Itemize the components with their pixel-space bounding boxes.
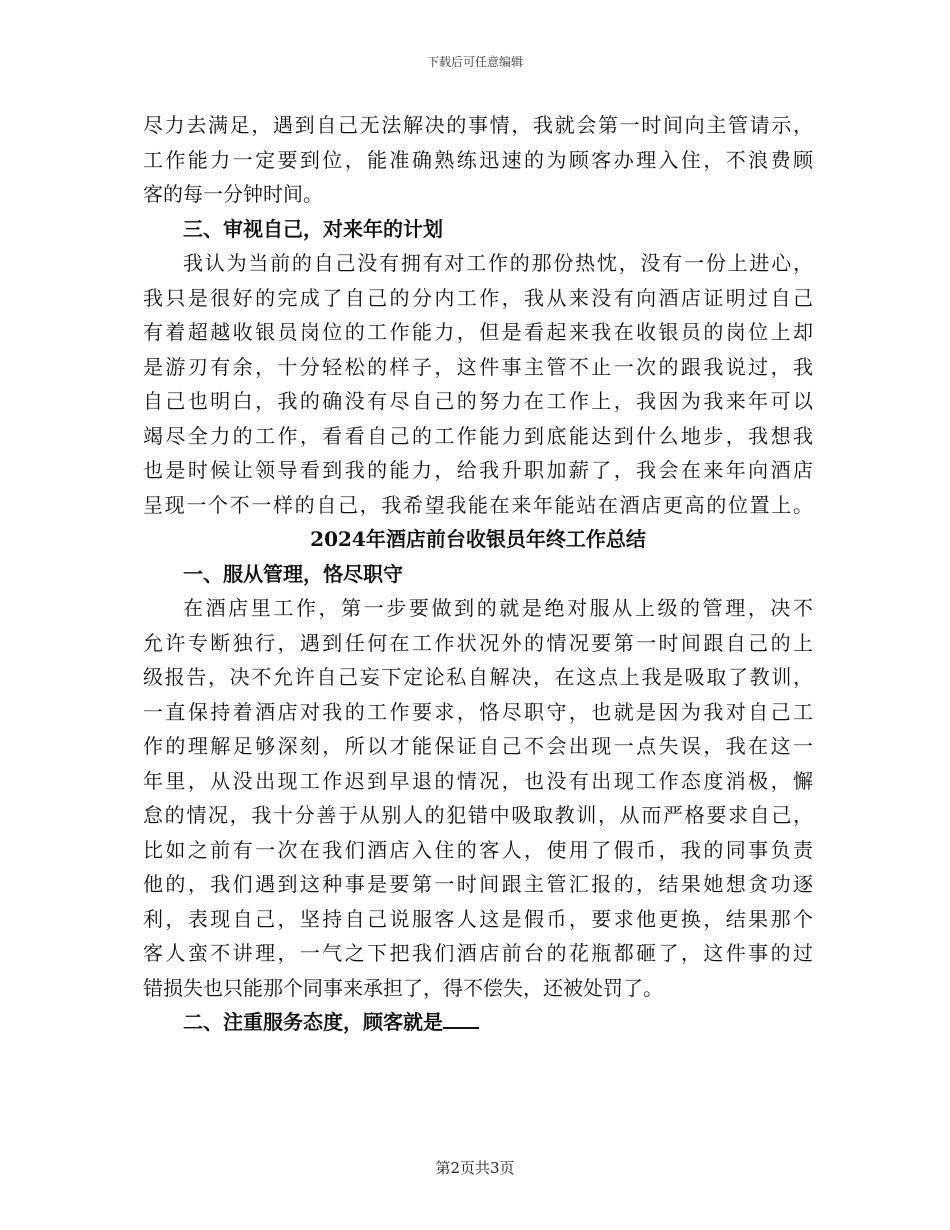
section-heading-2 xyxy=(143,1005,813,1040)
section-heading-2-text: 二、注重服务态度，顾客就是 xyxy=(183,1010,443,1034)
paragraph-line: 呈现一个不一样的自己，我希望我能在来年能站在酒店更高的位置上。 xyxy=(143,492,813,517)
paragraph-line: 也是时候让领导看到我的能力，给我升职加薪了，我会在来年向酒店 xyxy=(143,458,813,482)
paragraph-line: 我只是很好的完成了自己的分内工作，我从来没有向酒店证明过自己 xyxy=(143,285,813,310)
paragraph-line: 客的每一分钟时间。 xyxy=(143,182,323,206)
page-number: 第2页共3页 xyxy=(435,1159,515,1177)
paragraph-line: 他的，我们遇到这种事是要第一时间跟主管汇报的，结果她想贪功逐 xyxy=(143,872,813,896)
paragraph-line: 我认为当前的自己没有拥有对工作的那份热忱，没有一份上进心， xyxy=(183,251,813,275)
paragraph-line: 作的理解足够深刻，所以才能保证自己不会出现一点失误，我在这一 xyxy=(143,734,813,758)
document-title: 2024年酒店前台收银员年终工作总结 xyxy=(310,527,646,551)
paragraph-line: 自己也明白，我的确没有尽自己的努力在工作上，我因为我来年可以 xyxy=(143,389,813,413)
paragraph-line: 级报告，决不允许自己妄下定论私自解决，在这点上我是吸取了教训， xyxy=(143,665,813,689)
paragraph-line: 错损失也只能那个同事来承担了，得不偿失，还被处罚了。 xyxy=(143,975,663,1000)
fill-blank xyxy=(443,1005,479,1029)
paragraph-line: 有着超越收银员岗位的工作能力，但是看起来我在收银员的岗位上却 xyxy=(143,320,813,344)
paragraph-line: 允许专断独行，遇到任何在工作状况外的情况要第一时间跟自己的上 xyxy=(143,630,813,655)
section-heading-3: 三、审视自己，对来年的计划 xyxy=(183,216,443,241)
paragraph-line: 利，表现自己，坚持自己说服客人这是假币，要求他更换，结果那个 xyxy=(143,906,813,931)
paragraph-line: 尽力去满足，遇到自己无法解决的事情，我就会第一时间向主管请示， xyxy=(143,113,813,137)
paragraph-line: 是游刃有余，十分轻松的样子，这件事主管不止一次的跟我说过，我 xyxy=(143,354,813,379)
paragraph-line: 客人蛮不讲理，一气之下把我们酒店前台的花瓶都砸了，这件事的过 xyxy=(143,941,813,965)
paragraph-line: 一直保持着酒店对我的工作要求，恪尽职守，也就是因为我对自己工 xyxy=(143,699,813,724)
paragraph-line: 工作能力一定要到位，能准确熟练迅速的为顾客办理入住，不浪费顾 xyxy=(143,147,813,172)
paragraph-line: 比如之前有一次在我们酒店入住的客人，使用了假币，我的同事负责 xyxy=(143,837,813,862)
document-body xyxy=(143,108,813,1040)
header-note: 下载后可任意编辑 xyxy=(426,55,523,69)
paragraph-line: 在酒店里工作，第一步要做到的就是绝对服从上级的管理，决不 xyxy=(183,596,813,620)
paragraph-line: 竭尽全力的工作，看看自己的工作能力到底能达到什么地步，我想我 xyxy=(143,423,813,448)
paragraph-line: 怠的情况，我十分善于从别人的犯错中吸取教训，从而严格要求自己， xyxy=(143,803,813,827)
paragraph-line: 年里，从没出现工作迟到早退的情况，也没有出现工作态度消极，懈 xyxy=(143,768,813,793)
section-heading-1: 一、服从管理，恪尽职守 xyxy=(183,561,403,586)
